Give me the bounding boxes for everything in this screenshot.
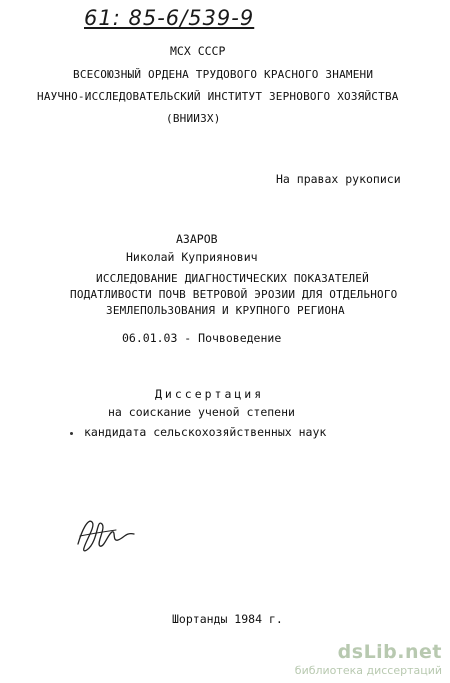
manuscript-rights-note: На правах рукописи <box>276 172 401 186</box>
title-line-2: ПОДАТЛИВОСТИ ПОЧВ ВЕТРОВОЙ ЭРОЗИИ ДЛЯ ОТДЕЛЬНОГО <box>70 288 398 301</box>
degree-line-1: на соискание ученой степени <box>108 405 295 419</box>
watermark <box>295 641 442 677</box>
institute-line-1: ВСЕСОЮЗНЫЙ ОРДЕНА ТРУДОВОГО КРАСНОГО ЗНАМЕНИ <box>73 68 374 81</box>
watermark-subtitle: библиотека диссертаций <box>294 664 442 677</box>
title-line-1: ИССЛЕДОВАНИЕ ДИАГНОСТИЧЕСКИХ ПОКАЗАТЕЛЕЙ <box>96 272 369 285</box>
watermark-logo: dsLib.net <box>337 641 442 663</box>
author-surname: АЗАРОВ <box>176 232 218 246</box>
institute-abbreviation: (ВНИИЗХ) <box>166 112 221 125</box>
title-line-3: ЗЕМЛЕПОЛЬЗОВАНИЯ И КРУПНОГО РЕГИОНА <box>106 304 345 317</box>
author-signature <box>72 510 142 560</box>
author-name: Николай Куприянович <box>126 250 258 264</box>
stray-dot-mark <box>70 432 73 435</box>
institute-line-2: НАУЧНО-ИССЛЕДОВАТЕЛЬСКИЙ ИНСТИТУТ ЗЕРНОВОГО ХОЗЯЙСТВА <box>37 90 399 103</box>
ministry-label: МСХ СССР <box>170 44 226 58</box>
archive-number-handwritten: 61: 85-6/539-9 <box>84 6 255 30</box>
place-and-year: Шортанды 1984 г. <box>172 612 283 626</box>
specialty-code: 06.01.03 - Почвоведение <box>122 331 282 345</box>
work-type: Диссертация <box>155 387 265 401</box>
degree-line-2: кандидата сельскохозяйственных наук <box>84 425 327 439</box>
